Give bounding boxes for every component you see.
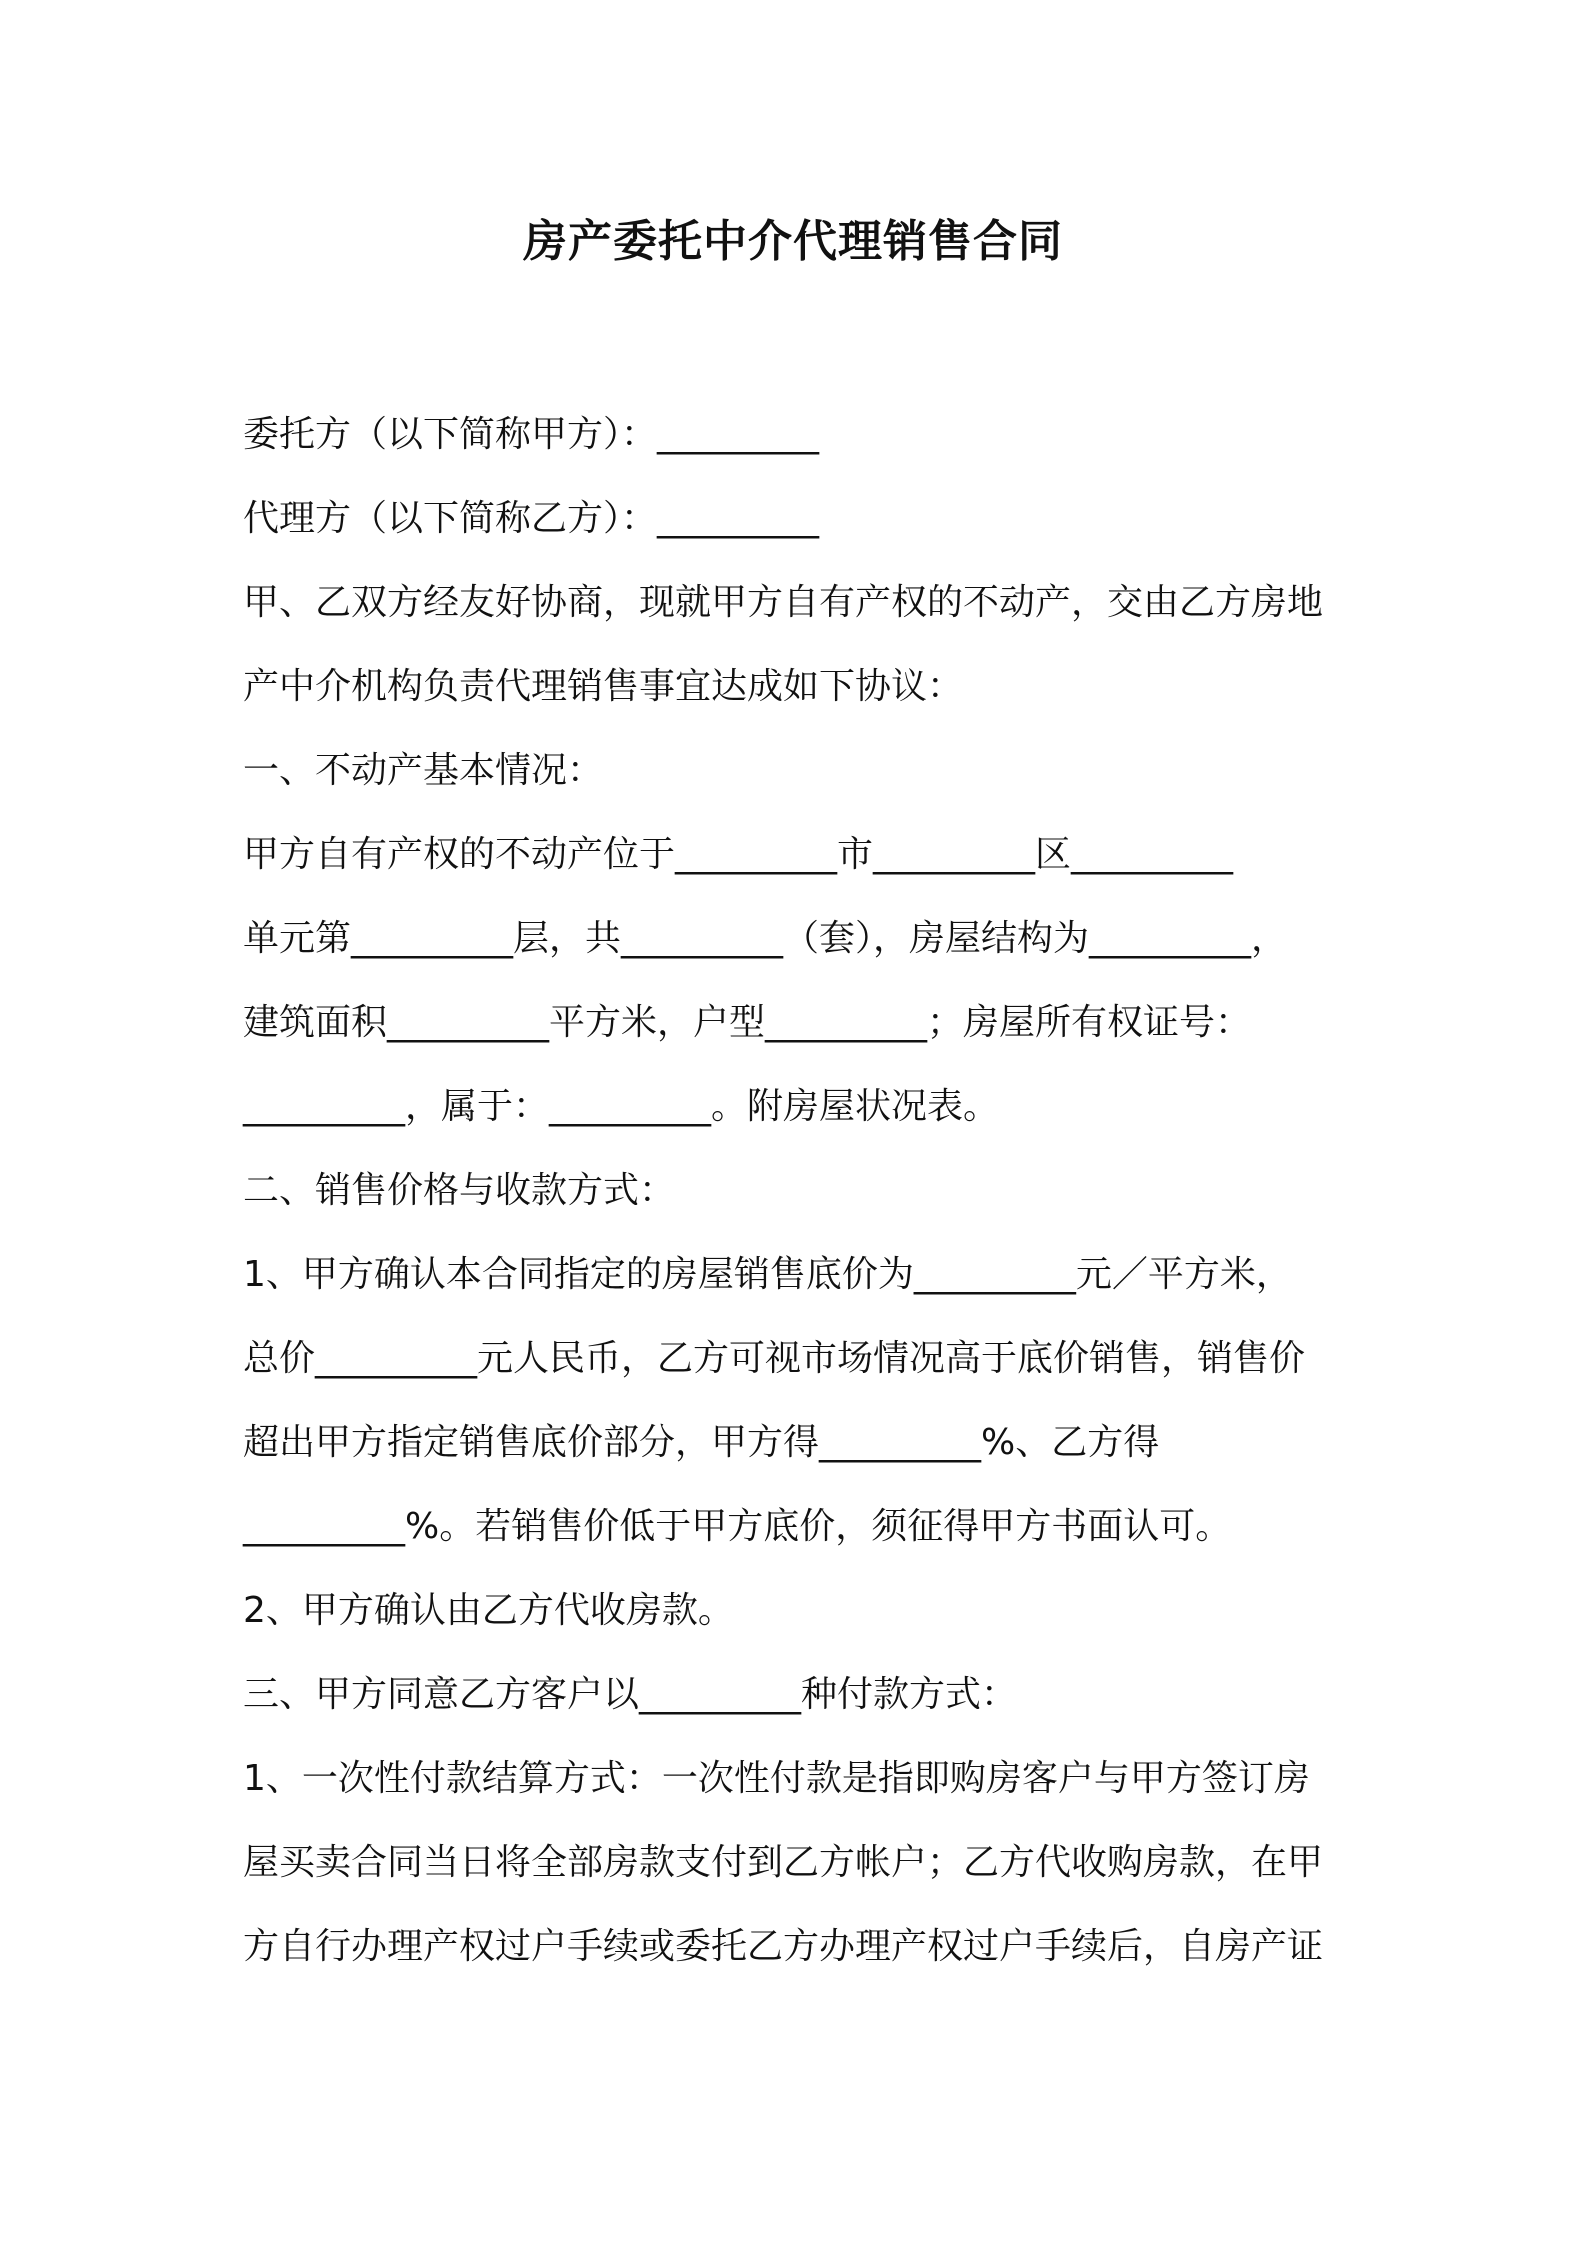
clause-line: 总价_________元人民币，乙方可视市场情况高于底价销售，销售价 [243,1338,1306,1379]
clause-line: 2、甲方确认由乙方代收房款。 [243,1590,734,1631]
clause-line: 1、一次性付款结算方式：一次性付款是指即购房客户与甲方签订房 [243,1758,1310,1799]
document-title: 房产委托中介代理销售合同 [523,216,1063,267]
clause-line: 代理方（以下简称乙方）：_________ [243,498,820,539]
clause-line: 方自行办理产权过户手续或委托乙方办理产权过户手续后，自房产证 [243,1926,1324,1967]
clause-line: _________，属于：_________。附房屋状况表。 [243,1086,1000,1127]
clause-line: 甲方自有产权的不动产位于_________市_________区_________ [243,834,1234,875]
clause-line: 单元第_________层，共_________（套），房屋结构为_________， [243,918,1288,959]
clause-line: 1、甲方确认本合同指定的房屋销售底价为_________元／平方米， [243,1254,1292,1295]
section-heading: 二、销售价格与收款方式： [243,1170,676,1211]
section-heading: 一、不动产基本情况： [243,750,604,791]
clause-line: 甲、乙双方经友好协商，现就甲方自有产权的不动产，交由乙方房地 [243,582,1324,623]
clause-line: 超出甲方指定销售底价部分，甲方得_________%、乙方得 [243,1422,1160,1463]
clause-line: 产中介机构负责代理销售事宜达成如下协议： [243,666,964,707]
section-heading: 三、甲方同意乙方客户以_________种付款方式： [243,1674,1018,1715]
clause-line: _________%。若销售价低于甲方底价，须征得甲方书面认可。 [243,1506,1232,1547]
clause-line: 建筑面积_________平方米，户型_________；房屋所有权证号： [243,1002,1252,1043]
clause-line: 委托方（以下简称甲方）：_________ [243,414,820,455]
clause-line: 屋买卖合同当日将全部房款支付到乙方帐户；乙方代收购房款，在甲 [243,1842,1324,1883]
